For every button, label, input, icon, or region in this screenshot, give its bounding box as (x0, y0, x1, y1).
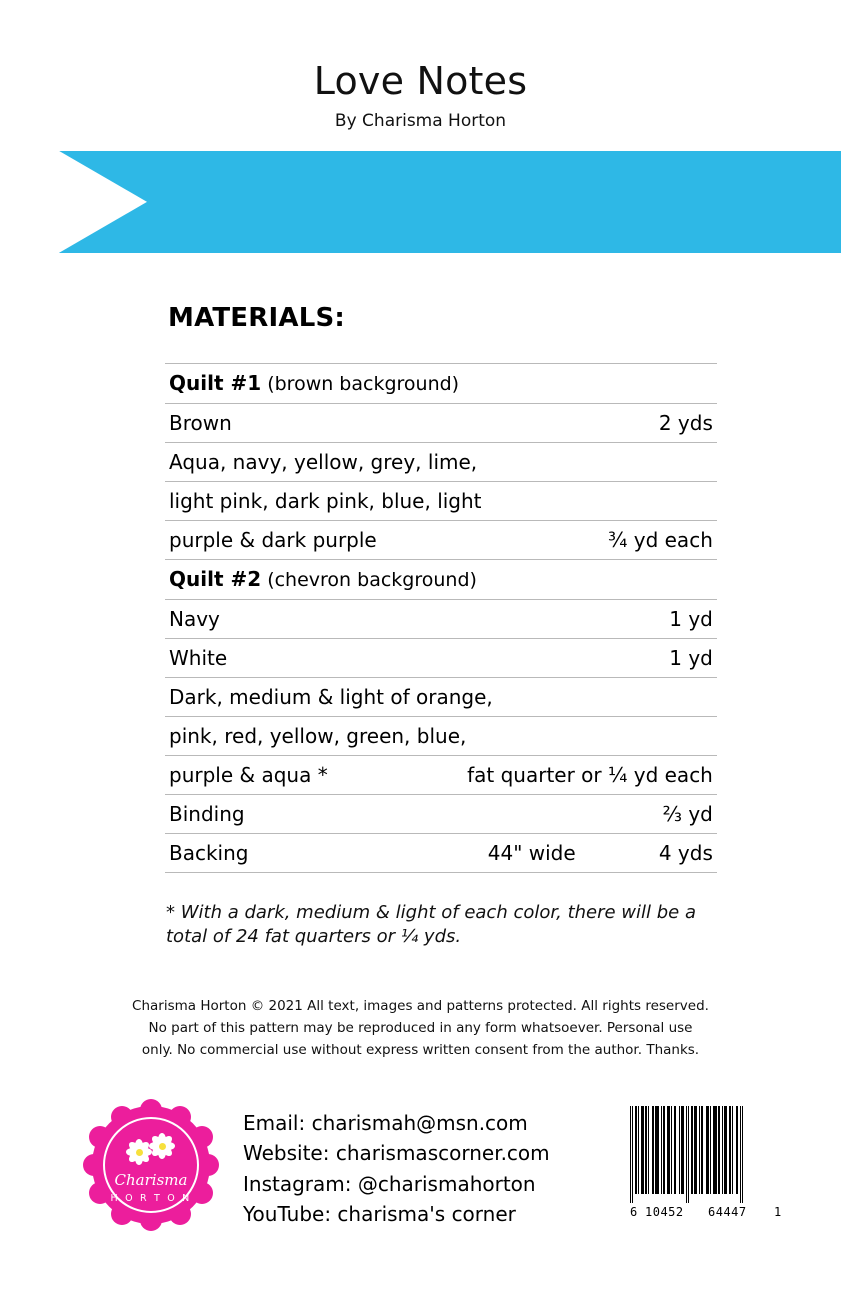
barcode (630, 1106, 783, 1226)
row-label: Backing (165, 833, 463, 872)
row-label: Brown (165, 403, 463, 442)
row-label: light pink, dark pink, blue, light (165, 481, 717, 520)
row-amount: ⅔ yd (580, 794, 717, 833)
row-label: Binding (165, 794, 463, 833)
copyright-block (91, 996, 751, 1062)
table-row (165, 716, 717, 755)
logo-brand-sub: H O R T O N (110, 1193, 192, 1204)
brand-logo (92, 1106, 210, 1224)
row-amount: 4 yds (580, 833, 717, 872)
barcode-digit-left: 6 (630, 1205, 638, 1219)
copyright-line-1: Charisma Horton © 2021 All text, images and patterns protected. All rights reserved. (132, 998, 709, 1015)
copyright-line-2: No part of this pattern may be reproduced in any form whatsoever. Personal use (148, 1020, 693, 1037)
contact-instagram: Instagram: @charismahorton (243, 1171, 536, 1196)
barcode-digit-right: 1 (774, 1205, 782, 1219)
materials-section (0, 303, 841, 950)
table-row (165, 481, 717, 520)
footer-row (0, 1098, 841, 1238)
table-row (165, 833, 717, 872)
contact-website: Website: charismascorner.com (243, 1141, 550, 1166)
row-mid (463, 638, 580, 677)
materials-table (165, 363, 717, 873)
banner-bar (59, 151, 841, 253)
row-label: Quilt #1 (brown background) (165, 363, 463, 403)
materials-heading: MATERIALS: (168, 302, 345, 333)
table-row (165, 755, 717, 794)
page-header (0, 0, 841, 131)
row-amount (580, 363, 717, 403)
barcode-bars (630, 1106, 783, 1203)
row-mid (463, 520, 580, 559)
contact-youtube: YouTube: charisma's corner (243, 1202, 516, 1227)
table-row (165, 520, 717, 559)
row-mid: fat quarter or ¼ yd each (463, 755, 717, 794)
table-row (165, 442, 717, 481)
row-label: purple & aqua * (165, 755, 463, 794)
row-amount: 1 yd (580, 599, 717, 638)
row-label: White (165, 638, 463, 677)
table-row (165, 363, 717, 403)
row-label: Aqua, navy, yellow, grey, lime, (165, 442, 717, 481)
row-label: Navy (165, 599, 463, 638)
row-label: pink, red, yellow, green, blue, (165, 716, 717, 755)
row-amount: ¾ yd each (580, 520, 717, 559)
table-row (165, 638, 717, 677)
row-mid: 44" wide (463, 833, 580, 872)
row-mid (463, 599, 580, 638)
copyright-line-3: only. No commercial use without express written consent from the author. Thanks. (141, 1041, 700, 1058)
row-mid (463, 363, 580, 403)
table-row (165, 599, 717, 638)
logo-brand-name: Charisma (114, 1171, 188, 1189)
table-row (165, 559, 717, 599)
row-label: Dark, medium & light of orange, (165, 677, 717, 716)
barcode-group-1: 10452 (645, 1205, 684, 1219)
logo-inner-circle (103, 1117, 199, 1213)
contact-block (243, 1108, 550, 1230)
contact-email: Email: charismah@msn.com (243, 1111, 528, 1135)
materials-footnote: * With a dark, medium & light of each color, there will be a total of 24 fat quarters or ¼ yds. (166, 901, 697, 948)
table-row (165, 677, 717, 716)
decorative-banner (0, 151, 841, 253)
row-amount: 1 yd (580, 638, 717, 677)
row-amount: 2 yds (580, 403, 717, 442)
row-label: Quilt #2 (chevron background) (165, 559, 717, 599)
page-title: Love Notes (313, 59, 528, 103)
row-mid (463, 403, 580, 442)
daisy-flower-icon (149, 1133, 175, 1159)
row-label: purple & dark purple (165, 520, 463, 559)
author-byline: By Charisma Horton (334, 110, 507, 131)
table-row (165, 794, 717, 833)
barcode-group-2: 64447 (708, 1205, 747, 1219)
table-row (165, 403, 717, 442)
row-mid (463, 794, 580, 833)
